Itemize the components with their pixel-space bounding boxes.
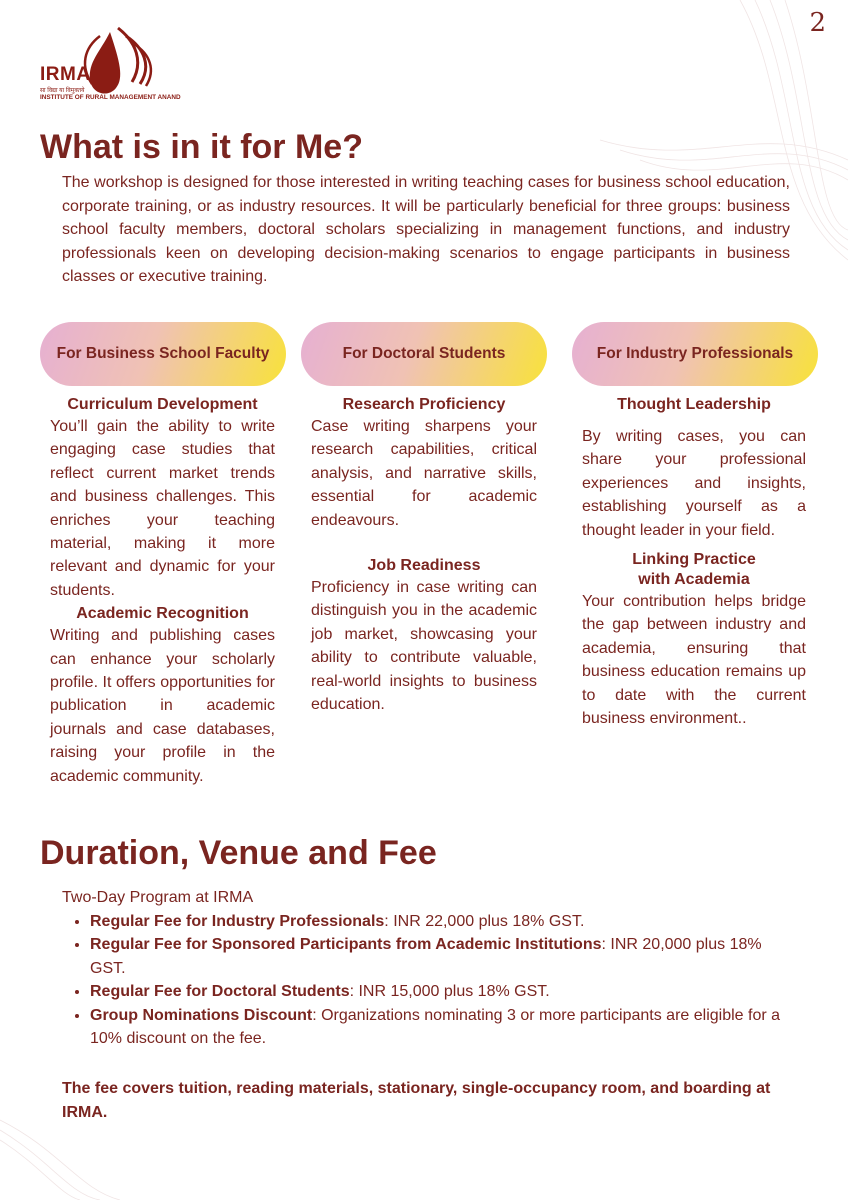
block-text: You’ll gain the ability to write engaging case studies that reflect current market trends and business challenges. This enriches your teaching material, making it more relevant and dynamic for your students. — [50, 418, 275, 599]
fee-item — [90, 1004, 790, 1051]
column-faculty — [50, 395, 275, 788]
fee-label: Regular Fee for Doctoral Students — [90, 983, 350, 1000]
column-doctoral — [311, 395, 537, 716]
block-text: Your contribution helps bridge the gap between industry and academia, ensuring that business education remains up to date with the current business environment.. — [582, 593, 806, 728]
fee-label: Regular Fee for Industry Professionals — [90, 912, 385, 930]
fee-value: : INR 22,000 plus 18% GST. — [384, 912, 585, 930]
block-title: Linking Practice with Academia — [632, 551, 756, 589]
column-header-industry: For Industry Professionals — [572, 322, 818, 386]
fee-value: : INR 20,000 plus 18% GST. — [90, 936, 762, 977]
block-title: Thought Leadership — [617, 396, 771, 413]
block-text: Writing and publishing cases can enhance your scholarly profile. It offers opportunities for publication in academic journals and case databases, raising your profile in the academic community. — [50, 627, 275, 785]
logo-tagline: सा विद्या या विमुक्तये — [40, 88, 85, 94]
block-title: Job Readiness — [367, 557, 481, 575]
program-line: Two-Day Program at IRMA — [62, 889, 254, 906]
block-title: Curriculum Development — [67, 396, 258, 413]
block-title: Academic Recognition — [76, 605, 249, 623]
column-header-faculty: For Business School Faculty — [40, 322, 286, 386]
fee-coverage-note: The fee covers tuition, reading materials, stationary, single-occupancy room, and boarding at IRMA. — [62, 1080, 771, 1121]
column-header-doctoral: For Doctoral Students — [301, 322, 547, 386]
fee-list — [62, 910, 790, 1051]
logo-wordmark: IRMA — [40, 64, 91, 85]
fee-item — [90, 933, 790, 980]
fee-label: Regular Fee for Sponsored Participants from Academic Institutions — [90, 936, 602, 953]
column-industry — [582, 395, 806, 730]
block-title: Research Proficiency — [342, 396, 506, 413]
fee-item — [90, 980, 790, 1004]
block-text: Proficiency in case writing can distinguish you in the academic job market, showcasing your ability to contribute valuable, real-world insights to business education. — [311, 579, 537, 714]
logo-institute-name: INSTITUTE OF RURAL MANAGEMENT ANAND — [40, 94, 181, 101]
fee-value: : Organizations nominating 3 or more participants are eligible for a 10% discount on the fee. — [90, 1006, 781, 1047]
fee-details — [62, 886, 790, 1051]
block-text: Case writing sharpens your research capabilities, critical analysis, and narrative skills, essential for academic endeavours. — [311, 418, 537, 529]
fee-item — [90, 910, 790, 934]
fee-value: : INR 15,000 plus 18% GST. — [349, 983, 550, 1000]
block-text: By writing cases, you can share your professional experiences and insights, establishing yourself as a thought leader in your field. — [582, 428, 806, 539]
section-title-fee: Duration, Venue and Fee — [40, 834, 437, 872]
page-number: 2 — [809, 8, 826, 38]
section-title-benefits: What is in it for Me? — [40, 128, 363, 166]
fee-label: Group Nominations Discount — [90, 1006, 313, 1024]
intro-paragraph: The workshop is designed for those interested in writing teaching cases for business school education, corporate training, or as industry resources. It will be particularly beneficial for three groups: business school faculty members, doctoral scholars specializing in management functions, and industry professionals keen on developing decision-making scenarios to engage participants in business classes or executive training. — [62, 174, 790, 285]
